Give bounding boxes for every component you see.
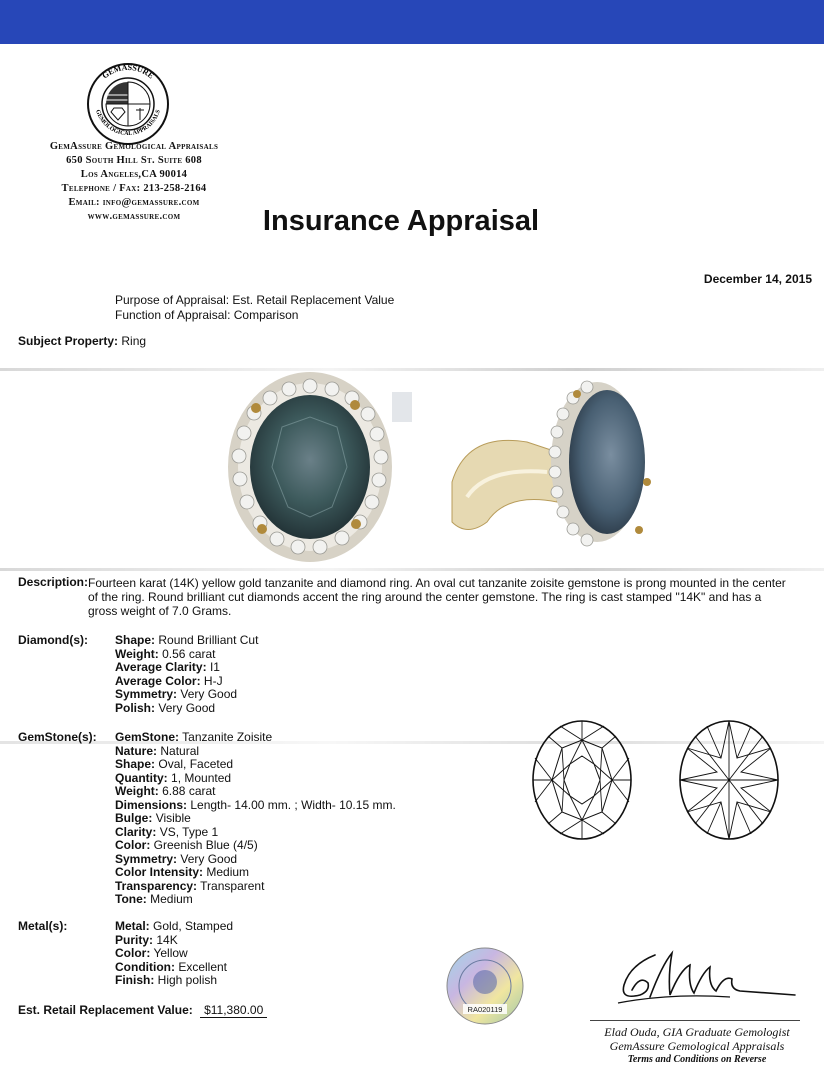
ring-photo-side [447,372,672,567]
metals-label: Metal(s): [18,919,68,933]
diamonds-label: Diamond(s): [18,633,88,647]
top-banner [0,0,824,44]
appraisal-date: December 14, 2015 [703,272,812,286]
appraiser-signature [610,945,800,1015]
seal-id: RA020119 [467,1005,503,1014]
terms-note: Terms and Conditions on Reverse [627,1054,767,1065]
oval-cut-pavilion-diagram [677,718,782,843]
spec-row: Average Clarity: I1 [115,660,220,674]
purpose-block [115,293,394,323]
spec-row: Dimensions: Length- 14.00 mm. ; Width- 10.15 mm. [115,797,396,812]
spec-row: Symmetry: Very Good [115,687,238,701]
company-address-1: 650 South Hill St. Suite 608 [66,155,202,166]
scan-divider [0,568,824,571]
metals-spec [115,920,233,988]
purpose-line: Purpose of Appraisal: Est. Retail Replacement Value [115,293,395,307]
spec-row: Condition: Excellent [115,959,228,974]
spec-row: Quantity: 1, Mounted [115,770,232,785]
spec-row: Nature: Natural [115,743,200,758]
spec-row: Transparency: Transparent [115,878,265,893]
spec-row: Clarity: VS, Type 1 [115,824,219,839]
spec-row: Metal: Gold, Stamped [115,919,234,933]
spec-row: Tone: Medium [115,892,193,906]
appraiser-name: Elad Ouda, GIA Graduate Gemologist [604,1025,790,1039]
spec-row: Color: Greenish Blue (4/5) [115,838,258,852]
spec-row: Polish: Very Good [115,700,216,715]
spec-row: Finish: High polish [115,973,218,987]
spec-row: Shape: Oval, Faceted [115,757,234,771]
spec-row: Shape: Round Brilliant Cut [115,633,259,647]
function-line: Function of Appraisal: Comparison [115,308,299,322]
description-text: Fourteen karat (14K) yellow gold tanzanite and diamond ring. An oval cut tanzanite zoisite gemstone is prong mounted in the center of the ring. Round brilliant cut diamonds accent the ring around the center gemstone. The ring is cast stamped "14K" and has a gross weight of 7.0 Grams. [88,576,786,618]
spec-row: GemStone: Tanzanite Zoisite [115,730,273,744]
spec-row: Purity: 14K [115,932,178,947]
spec-row: Symmetry: Very Good [115,851,238,866]
spec-row: Weight: 6.88 carat [115,784,216,798]
estimated-value-label: Est. Retail Replacement Value: [18,1003,193,1017]
spec-row: Weight: 0.56 carat [115,646,216,661]
svg-text:GEMOLOGICAL APPRAISALS: GEMOLOGICAL APPRAISALS [94,109,162,138]
spec-row: Average Color: H-J [115,673,223,688]
subject-label: Subject Property: [18,334,119,348]
signature-line [590,1020,800,1021]
signature-block [592,1025,802,1067]
svg-text:GEMASSURE: GEMASSURE [100,62,156,81]
spec-row: Color Intensity: Medium [115,865,250,879]
oval-cut-crown-diagram [530,718,635,843]
gemstones-spec [115,731,396,907]
document-title: Insurance Appraisal [262,205,540,237]
description-label: Description: [18,575,89,589]
diamonds-spec [115,634,258,715]
description-section [18,576,808,620]
gemstones-label: GemStone(s): [18,730,97,744]
company-phone: Telephone / Fax: 213-258-2164 [61,183,207,194]
subject-property [18,334,146,348]
company-address-2: Los Angeles,CA 90014 [80,169,188,180]
company-email[interactable]: Email: info@gemassure.com [68,197,200,208]
hologram-seal [445,946,525,1026]
appraiser-company: GemAssure Gemological Appraisals [609,1039,785,1053]
gemassure-logo [84,60,172,148]
scan-divider [0,368,824,371]
spec-row: Color: Yellow [115,946,188,960]
estimated-value-amount: $11,380.00 [200,1003,267,1018]
estimated-value [18,1003,267,1017]
company-name: GemAssure Gemological Appraisals [49,141,219,152]
spec-row: Bulge: Visible [115,811,191,825]
subject-value: Ring [121,334,147,348]
company-website[interactable]: www.gemassure.com [87,211,181,222]
ring-photo-front [222,372,447,567]
